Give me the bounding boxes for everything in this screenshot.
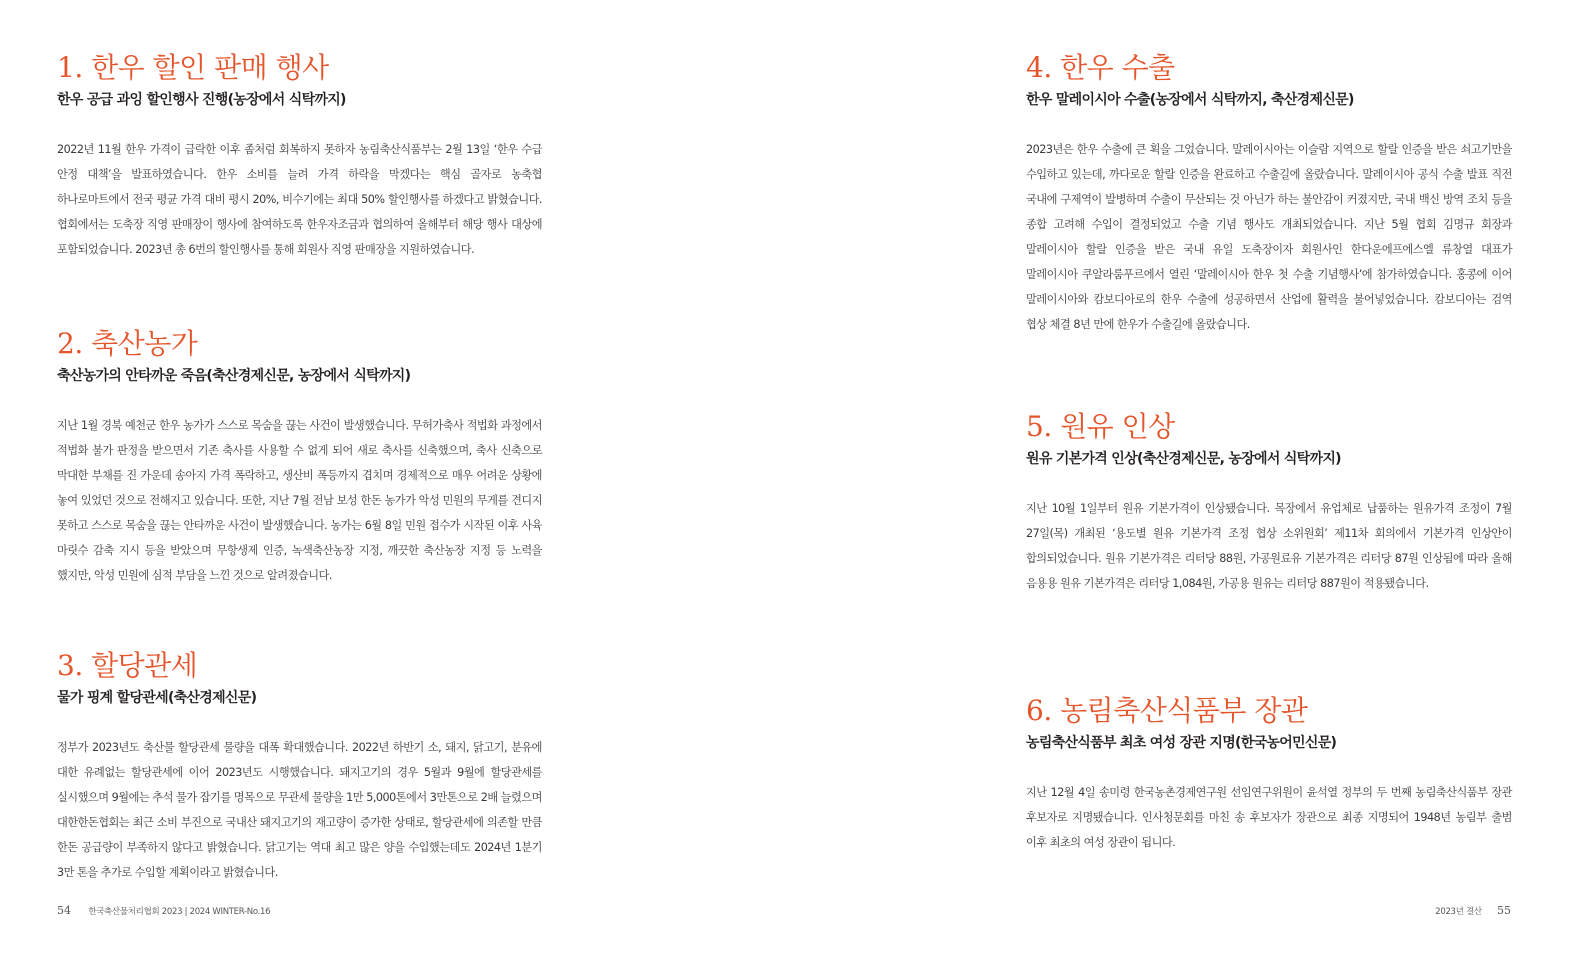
section-title: 3. 할당관세 [57, 649, 198, 682]
section-livestock-farms [57, 326, 542, 588]
section-subtitle: 농림축산식품부 최초 여성 장관 지명(한국농어민신문) [1026, 735, 1337, 751]
section-body: 2023년은 한우 수출에 큰 획을 그었습니다. 말레이시아는 이슬람 지역으로 할랄 인증을 받은 쇠고기만을 수입하고 있는데, 까다로운 할랄 인증을 완료하고 수출길에 올랐습니다. 말레이시아 공식 수출 발표 직전 국내에 구제역이 발병하며 수출이 무산되는 것 아닌가 하는 불안감이 커졌지만, 국내 백신 방역 조치 등을 종합 고려해 수입이 결정되었고 수출 기념 행사도 개최되었습니다. 지난 5월 협회 김명규 회장과 말레이시아 할랄 인증을 받은 국내 유일 도축장이자 회원사인 한다운에프에스엘 류창열 대표가 말레이시아 쿠알라룸푸르에서 열린 ‘말레이시아 한우 첫 수출 기념행사’에 참가하였습니다. 홍콩에 이어 말레이시아와 캄보디아로의 한우 수출에 성공하면서 산업에 활력을 불어넣었습니다. 캄보디아는 검역 협상 체결 8년 만에 한우가 수출길에 올랐습니다. [1026, 143, 1512, 331]
section-raw-milk-price [1026, 409, 1512, 596]
section-tariff-quota [57, 648, 542, 885]
section-subtitle: 한우 말레이시아 수출(농장에서 식탁까지, 축산경제신문) [1026, 92, 1354, 108]
section-title: 5. 원유 인상 [1026, 410, 1175, 443]
section-subtitle: 원유 기본가격 인상(축산경제신문, 농장에서 식탁까지) [1026, 451, 1341, 467]
section-body: 지난 1월 경북 예천군 한우 농가가 스스로 목숨을 끊는 사건이 발생했습니다. 무허가축사 적법화 과정에서 적법화 불가 판정을 받으면서 기존 축사를 사용할 수 없게 되어 새로 축사를 신축했으며, 축사 신축으로 막대한 부채를 진 가운데 송아지 가격 폭락하고, 생산비 폭등까지 겹치며 경제적으로 매우 어려운 상황에 놓여 있었던 것으로 전해지고 있습니다. 또한, 지난 7월 전남 보성 한돈 농가가 악성 민원의 무게를 견디지 못하고 스스로 목숨을 끊는 안타까운 사건이 발생했습니다. 농가는 6월 8일 민원 접수가 시작된 이후 사육 마릿수 감축 지시 등을 받았으며 무항생제 인증, 녹색축산농장 지정, 깨끗한 축산농장 지정 등 노력을 했지만, 악성 민원에 심적 부담을 느낀 것으로 알려졌습니다. [57, 419, 542, 582]
section-subtitle: 축산농가의 안타까운 죽음(축산경제신문, 농장에서 식탁까지) [57, 368, 411, 384]
section-title: 1. 한우 할인 판매 행사 [57, 51, 329, 84]
section-body: 지난 10월 1일부터 원유 기본가격이 인상됐습니다. 목장에서 유업체로 납품하는 원유가격 조정이 7월 27일(목) 개최된 ‘용도별 원유 기본가격 조정 협상 소위원회’ 제11차 회의에서 기본가격 인상안이 합의되었습니다. 원유 기본가격은 리터당 88원, 가공원료유 기본가격은 리터당 87원 인상됨에 따라 올해 음용용 원유 기본가격은 리터당 1,084원, 가공용 원유는 리터당 887원이 적용됐습니다. [1026, 502, 1512, 590]
section-body: 지난 12월 4일 송미령 한국농촌경제연구원 선임연구위원이 윤석열 정부의 두 번째 농림축산식품부 장관 후보자로 지명됐습니다. 인사청문회를 마친 송 후보자가 장관으로 최종 지명되어 1948년 농림부 출범 이후 최초의 여성 장관이 됩니다. [1026, 786, 1512, 849]
footer-right [1435, 904, 1511, 917]
page-number: 55 [1497, 904, 1511, 917]
section-minister [1026, 693, 1512, 855]
section-title: 2. 축산농가 [57, 327, 198, 360]
footer-section-label: 2023년 결산 [1435, 907, 1482, 917]
section-title: 4. 한우 수출 [1026, 51, 1175, 84]
section-subtitle: 한우 공급 과잉 할인행사 진행(농장에서 식탁까지) [57, 92, 346, 108]
footer-publication: 한국축산물처리협회 2023 | 2024 WINTER-No.16 [88, 907, 271, 917]
section-body: 정부가 2023년도 축산물 할당관세 물량을 대폭 확대했습니다. 2022년 하반기 소, 돼지, 닭고기, 분유에 대한 유례없는 할당관세에 이어 2023년도 시행했습니다. 돼지고기의 경우 5월과 9월에 할당관세를 실시했으며 9월에는 추석 물가 잡기를 명목으로 무관세 물량을 1만 5,000톤에서 3만톤으로 2배 늘렸으며 대한한돈협회는 최근 소비 부진으로 국내산 돼지고기의 재고량이 증가한 상태로, 할당관세에 의존할 만큼 한돈 공급량이 부족하지 않다고 밝혔습니다. 닭고기는 역대 최고 많은 양을 수입했는데도 2024년 1분기 3만 톤을 추가로 수입할 계획이라고 밝혔습니다. [57, 741, 542, 879]
section-hanwoo-export [1026, 50, 1512, 337]
page-number: 54 [57, 904, 71, 917]
right-page [794, 0, 1587, 971]
section-hanwoo-discount [57, 50, 542, 262]
footer-left [57, 904, 270, 917]
section-title: 6. 농림축산식품부 장관 [1026, 694, 1308, 727]
section-subtitle: 물가 핑계 할당관세(축산경제신문) [57, 690, 257, 706]
section-body: 2022년 11월 한우 가격이 급락한 이후 좀처럼 회복하지 못하자 농림축산식품부는 2월 13일 ‘한우 수급 안정 대책’을 발표하였습니다. 한우 소비를 늘려 가격 하락을 막겠다는 핵심 골자로 농축협 하나로마트에서 전국 평균 가격 대비 평시 20%, 비수기에는 최대 50% 할인행사를 하겠다고 밝혔습니다. 협회에서는 도축장 직영 판매장이 행사에 참여하도록 한우자조금과 협의하여 올해부터 해당 행사 대상에 포함되었습니다. 2023년 총 6번의 할인행사를 통해 회원사 직영 판매장을 지원하였습니다. [57, 143, 542, 256]
left-page [0, 0, 793, 971]
